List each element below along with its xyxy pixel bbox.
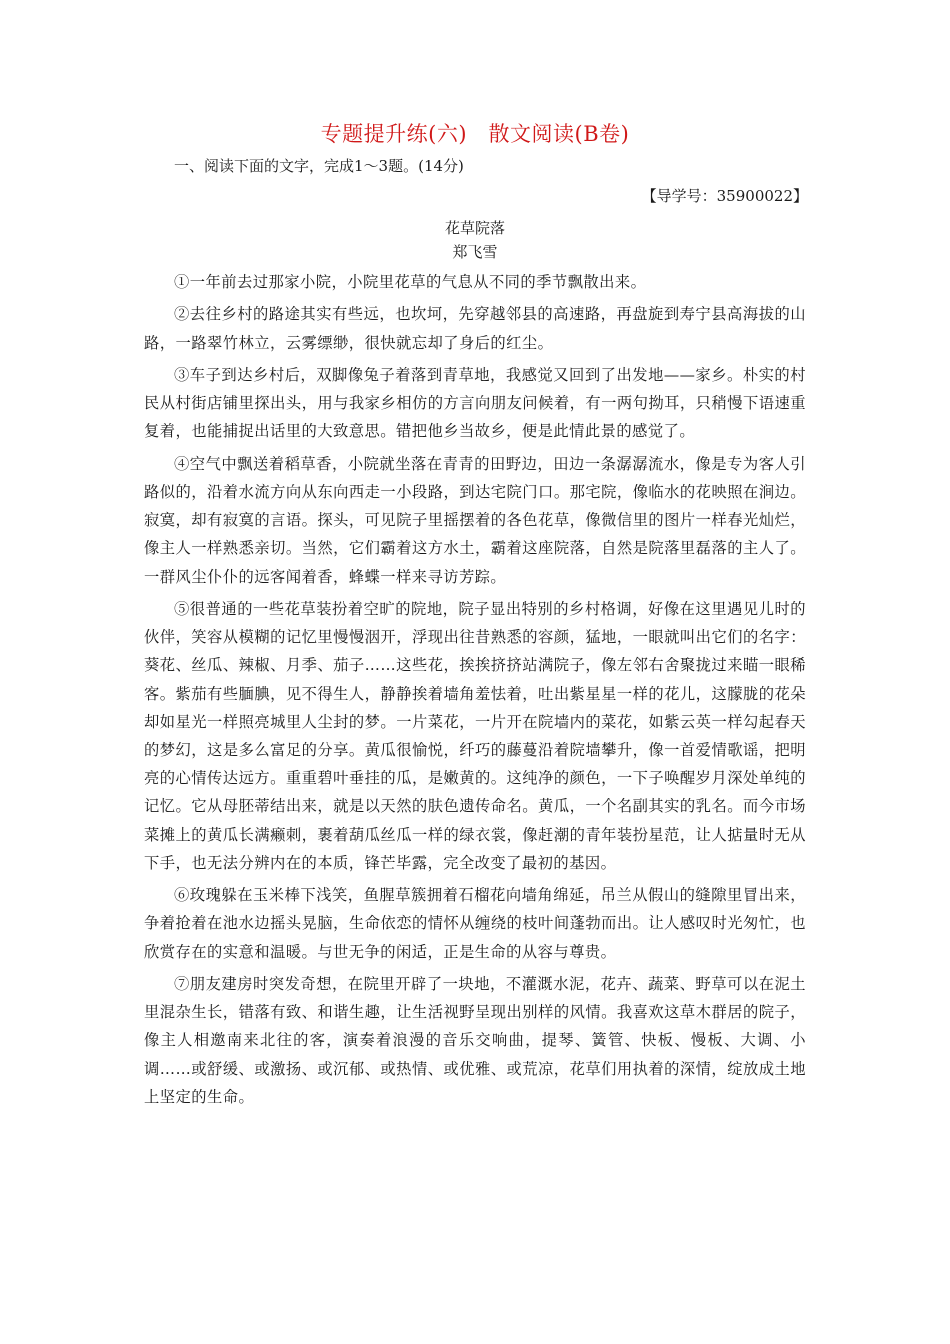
document-page [144, 118, 806, 1115]
paragraph-5: ⑤很普通的一些花草装扮着空旷的院地，院子显出特别的乡村格调，好像在这里遇见儿时的伙伴，笑容从模糊的记忆里慢慢洇开，浮现出往昔熟悉的容颜，猛地，一眼就叫出它们的名字：葵花、丝瓜、辣椒、月季、茄子……这些花，挨挨挤挤站满院子，像左邻右舍聚拢过来瞄一眼稀客。紫茄有些腼腆，见不得生人，静静挨着墙角羞怯着，吐出紫星星一样的花儿，这朦胧的花朵却如星光一样照亮城里人尘封的梦。一片菜花，一片开在院墙内的菜花，如紫云英一样勾起春天的梦幻，这是多么富足的分享。黄瓜很愉悦，纤巧的藤蔓沿着院墙攀升，像一首爱情歌谣，把明亮的心情传达远方。重重碧叶垂挂的瓜，是嫩黄的。这纯净的颜色，一下子唤醒岁月深处单纯的记忆。它从母胚蒂结出来，就是以天然的肤色遗传命名。黄瓜，一个名副其实的乳名。而今市场菜摊上的黄瓜长满癞刺，裹着葫瓜丝瓜一样的绿衣裳，像赶潮的青年装扮星范，让人掂量时无从下手，也无法分辨内在的本质，锋芒毕露，完全改变了最初的基因。 [144, 599, 806, 872]
document-title: 专题提升练(六) 散文阅读(B卷) [320, 122, 630, 146]
paragraph-6: ⑥玫瑰躲在玉米棒下浅笑，鱼腥草簇拥着石榴花向墙角绵延，吊兰从假山的缝隙里冒出来，争着抢着在池水边摇头晃脑，生命依恋的情怀从缠绕的枝叶间蓬勃而出。让人感叹时光匆忙，也欣赏存在的实意和温暖。与世无争的闲适，正是生命的从容与尊贵。 [144, 886, 806, 961]
paragraph-4: ④空气中飘送着稻草香，小院就坐落在青青的田野边，田边一条潺潺流水，像是专为客人引路似的，沿着水流方向从东向西走一小段路，到达宅院门口。那宅院，像临水的花映照在涧边。寂寞，却有寂寞的言语。探头，可见院子里摇摆着的各色花草，像微信里的图片一样春光灿烂，像主人一样熟悉亲切。当然，它们霸着这方水土，霸着这座院落，自然是院落里磊落的主人了。一群风尘仆仆的远客闻着香，蜂蝶一样来寻访芳踪。 [144, 454, 806, 586]
essay-author: 郑飞雪 [452, 243, 498, 261]
paragraph-7: ⑦朋友建房时突发奇想，在院里开辟了一块地，不灌溉水泥，花卉、蔬菜、野草可以在泥土里混杂生长，错落有致、和谐生趣，让生活视野呈现出别样的风情。我喜欢这草木群居的院子，像主人相邀南来北往的客，演奏着浪漫的音乐交响曲，提琴、簧管、快板、慢板、大调、小调……或舒缓、或激扬、或沉郁、或热情、或优雅、或荒凉，花草们用执着的深情，绽放成土地上坚定的生命。 [144, 975, 806, 1106]
question-instruction: 一、阅读下面的文字，完成1～3题。(14分) [174, 157, 464, 175]
guide-number: 【导学号：35900022】 [641, 187, 808, 205]
paragraph-1: ①一年前去过那家小院，小院里花草的气息从不同的季节飘散出来。 [174, 273, 647, 291]
paragraph-3: ③车子到达乡村后，双脚像兔子着落到青草地，我感觉又回到了出发地——家乡。朴实的村民从村街店铺里探出头，用与我家乡相仿的方言向朋友问候着，有一两句拗耳，只稍慢下语速重复着，也能捕捉出话里的大致意思。错把他乡当故乡，便是此情此景的感觉了。 [144, 365, 806, 441]
essay-title: 花草院落 [444, 219, 505, 237]
paragraph-2: ②去往乡村的路途其实有些远，也坎坷，先穿越邻县的高速路，再盘旋到寿宁县高海拔的山路，一路翠竹林立，云雾缥缈，很快就忘却了身后的红尘。 [144, 305, 806, 352]
